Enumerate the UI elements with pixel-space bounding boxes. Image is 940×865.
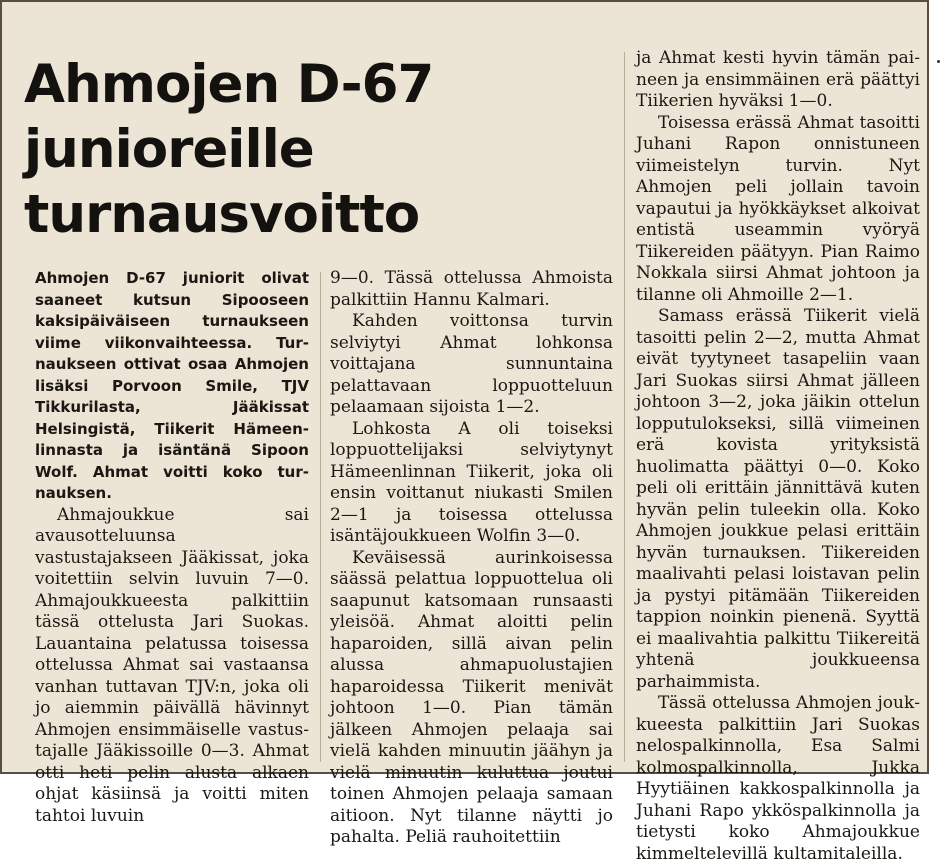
headline-line-2: junioreille [24, 119, 314, 180]
headline-line-3: turnausvoitto [24, 184, 420, 245]
column-3-paragraph-3: Samass erässä Tiikerit vielä tasoitti pelin 2—2, mutta Ahmat eivät tyytyneet tasapeliin vaan Jari Suokas siirsi Ahmat jälleen johtoon 3—2, joka jäikin ottelun lopputulokseksi, sillä viimeinen erä kovista yrityksistä huolimatta päättyi 0—0. Koko peli oli erittäin jännittävä kuten hyvän pelin tuleekin olla. Koko Ahmojen joukkue pelasi erittäin hyvän turnauksen. Tiikereiden maalivahti pelasi loistavan pelin ja pystyi pitämään Tiikereiden tappion noinkin pienenä. Syyttä ei maalivahtia palkittu Tiikereitä yhtenä joukkueensa parhaimmista. [636, 306, 920, 692]
column-1-paragraph-1: Ahmajoukkue sai avausotteluunsa vastustajakseen Jääkissat, joka voitettiin selvin luvuin 7—0. Ahmajoukkueesta palkittiin tässä ottelusta Jari Suokas. Lauantaina pelatussa toisessa ottelussa Ahmat sai vastaansa vanhan tuttavan TJV:n, joka oli jo aiemmin päivällä hävinnyt Ahmojen ensimmäiselle vastustajalle Jääkissoille 0—3. Ahmat otti heti pelin alusta alkaen ohjat käsiinsä ja voitti miten tahtoi luvuin [35, 504, 309, 826]
column-2-paragraph-4: Keväisessä aurinkoisessa säässä pelattua loppuottelua oli saapunut katsomaan runsaasti yleisöä. Ahmat aloitti pelin haparoiden, sillä aivan pelin alussa ahmapuolustajien haparoidessa Tiikerit menivät johtoon 1—0. Pian tämän jälkeen Ahmojen pelaaja sai vielä kahden minuutin jäähyn ja vielä minuutin kuluttua joutui toinen Ahmojen pelaaja samaan aitioon. Nyt tilanne näytti jo pahalta. Peliä rauhoitettiin [330, 547, 613, 847]
column-divider [624, 52, 625, 762]
article-column-2 [330, 268, 613, 847]
column-2-paragraph-3: Lohkosta A oli toiseksi loppuottelijaksi selviytynyt Hämeenlinnan Tiikerit, joka oli ensin voittanut niukasti Smilen 2—1 ja toisessa ottelussa isäntäjoukkueen Wolfin 3—0. [330, 418, 613, 546]
headline-line-1: Ahmojen D-67 [24, 54, 434, 115]
column-2-paragraph-2: Kahden voittonsa turvin selviytyi Ahmat lohkonsa voittajana sunnuntaina pelattavaan loppuotteluun pelaamaan sijoista 1—2. [330, 311, 613, 417]
column-3-paragraph-2: Toisessa erässä Ahmat tasoitti Juhani Rapon onnistuneen viimeistelyn turvin. Nyt Ahmojen peli jollain tavoin vapautui ja hyökkäykset alkoivat entistä useammin vyöryä Tiikereiden päätyyn. Pian Raimo Nokkala siirsi Ahmat johtoon ja tilanne oli Ahmoille 2—1. [636, 112, 920, 305]
column-3-paragraph-4: Tässä ottelussa Ahmojen joukkueesta palkittiin Jari Suokas nelospalkinnolla, Esa Salmi kolmospalkinnolla, Jukka Hyytiäinen kakkospalkinnolla ja Juhani Rapo ykköspalkinnolla ja tietysti koko Ahmajoukkue kimmeltelevillä kultamitaleilla. [636, 693, 920, 864]
column-divider [320, 272, 321, 762]
article-column-1 [35, 268, 309, 826]
column-3-paragraph-1: ja Ahmat kesti hyvin tämän paineen ja ensimmäinen erä päättyi Tiikerien hyväksi 1—0. [636, 48, 920, 111]
article-column-3 [636, 48, 920, 864]
headline [24, 52, 434, 247]
column-2-paragraph-1: 9—0. Tässä ottelussa Ahmoista palkittiin Hannu Kalmari. [330, 268, 613, 310]
lede-paragraph: Ahmojen D-67 juniorit olivat saaneet kutsun Sipooseen kaksipäiväiseen turnaukseen viime viikonvaihteessa. Turnaukseen ottivat osaa Ahmojen lisäksi Porvoon Smile, TJV Tikkurilasta, Jääkissat Helsingistä, Tiikerit Hämeenlinnasta ja isäntänä Sipoon Wolf. Ahmat voitti koko turnauksen. [35, 269, 309, 502]
